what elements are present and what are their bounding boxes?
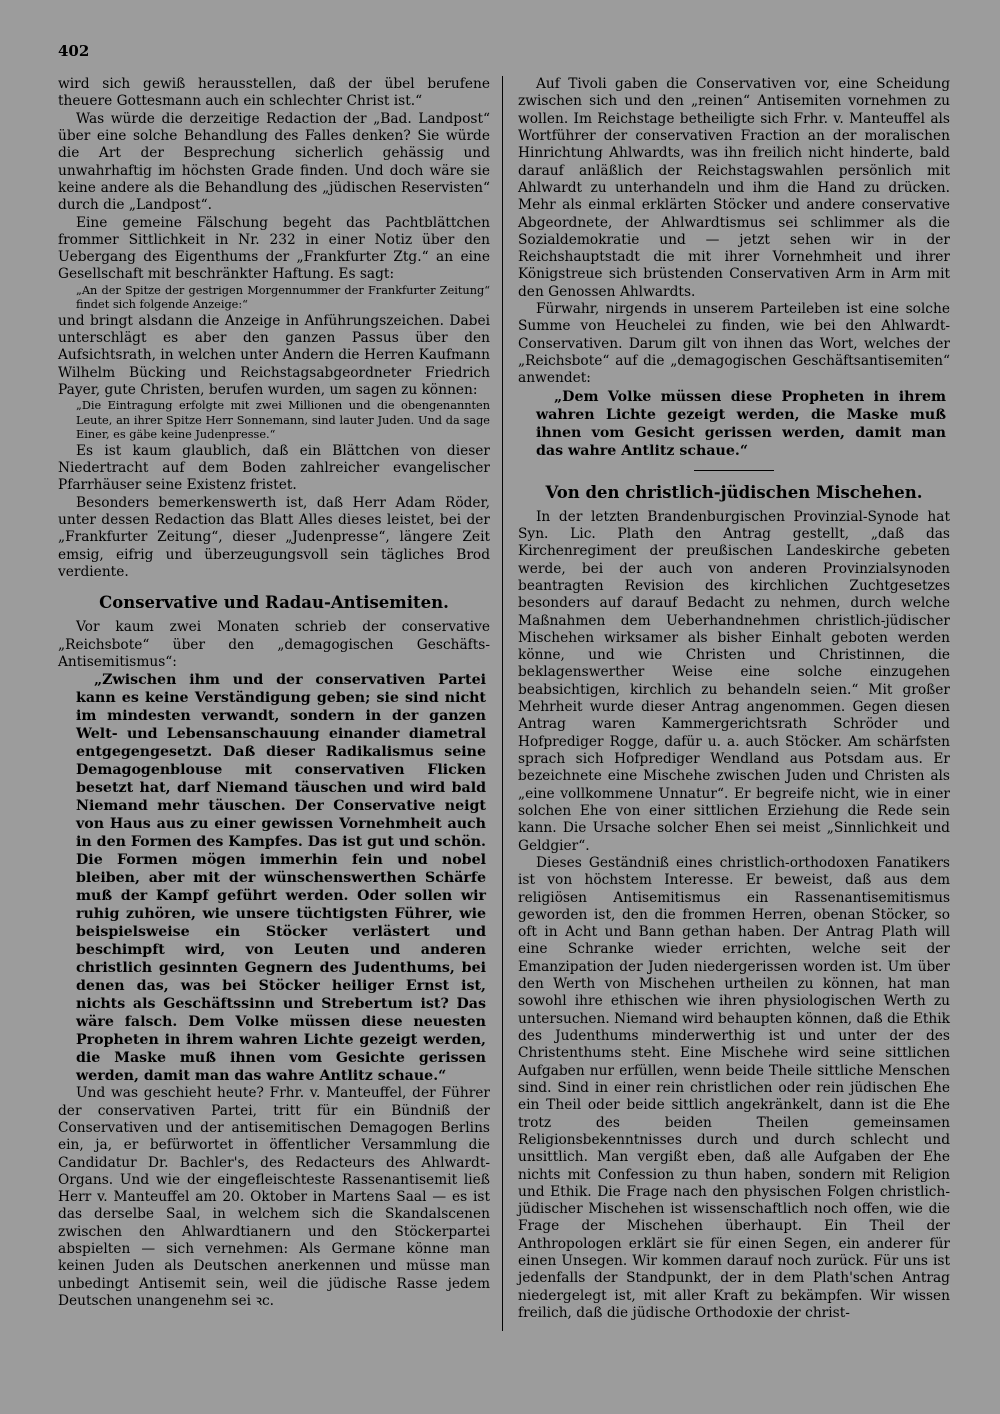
paragraph: Vor kaum zwei Monaten schrieb der conservative „Reichsbote“ über den „demagogischen Geschäfts-Antisemitismus“:: [58, 619, 490, 670]
section-heading: Conservative und Radau-Antisemiten.: [99, 593, 449, 613]
paragraph: Fürwahr, nirgends in unserem Parteileben ist eine solche Summe von Heuchelei zu finden, wie bei den Ahlwardt-Conservativen. Darum gilt von ihnen das Wort, welches der „Reichsbote“ auf die „demagogischen Geschäftsantisemiten“ anwendet:: [518, 301, 950, 387]
paragraph: Was würde die derzeitige Redaction der „Bad. Landpost“ über eine solche Behandlung des Falles denken? Sie würde die Art der Besprechung sicherlich gehässig und unwahrhaftig im höchsten Grade finden. Und doch wäre sie keine andere als die Behandlung des „jüdischen Reservisten“ durch die „Landpost“.: [58, 110, 490, 214]
paragraph: wird sich gewiß herausstellen, daß der übel berufene theuere Gottesmann auch ein schlechter Christ ist.“: [58, 76, 490, 110]
paragraph: Es ist kaum glaublich, daß ein Blättchen von dieser Niedertracht auf dem Boden zahlreicher evangelischer Pfarrhäuser seine Existenz fristet.: [58, 442, 490, 494]
quoted-passage: „An der Spitze der gestrigen Morgennummer der Frankfurter Zeitung“ findet sich folgende Anzeige:“: [76, 283, 490, 312]
section-heading: Von den christlich-jüdischen Mischehen.: [545, 482, 923, 502]
page-number: 402: [58, 42, 90, 60]
quoted-passage-bold: „Zwischen ihm und der conservativen Partei kann es keine Verständigung geben; sie sind nicht im mindesten verwandt, sondern in der ganzen Welt- und Lebensanschauung einander diametral entgegengesetzt. Daß dieser Radikalismus seine Demagogenblouse mit conservativen Flicken besetzt hat, darf Niemand täuschen und wird bald Niemand mehr täuschen. Der Conservative neigt von Haus aus zu einer gewissen Vornehmheit auch in den Formen des Kampfes. Das ist gut und schön. Die Formen mögen immerhin fein und nobel bleiben, aber mit der wünschenswerthen Schärfe muß der Kampf geführt werden. Oder sollen wir ruhig zuhören, wie unsere tüchtigsten Führer, wie beispielsweise ein Stöcker verlästert und beschimpft wird, von Leuten und anderen christlich gesinnten Gegnern des Judenthums, bei denen das, was bei Stöcker heiliger Ernst ist, nichts als Geschäftssinn und Strebertum ist? Das wäre falsch. Dem Volke müssen diese neuesten Propheten in ihrem wahren Lichte gezeigt werden, die Maske muß ihnen vom Gesichte gerissen werden, damit man das wahre Antlitz schaue.“: [76, 672, 486, 1085]
paragraph: In der letzten Brandenburgischen Provinzial-Synode hat Syn. Lic. Plath den Antrag gestellt, „daß das Kirchenregiment der preußischen Landeskirche gebeten werde, bei der auch von anderen Provinzialsynoden beantragten Revision des kirchlichen Zuchtgesetzes besonders auf darauf Bedacht zu nehmen, durch welche Maßnahmen dem Ueberhandnehmen christlich-jüdischer Mischehen wirksamer als bisher Einhalt geboten werden könne, und wie Christen und Christinnen, die beklagenswerther Weise eine solche einzugehen beabsichtigen, kirchlich zu behandeln seien.“ Mit großer Mehrheit wurde dieser Antrag angenommen. Gegen diesen Antrag waren Kammergerichtsrath Schröder und Hofprediger Rogge, dafür u. a. auch Stöcker. Am schärfsten sprach sich Hofprediger Wendland aus Potsdam aus. Er bezeichnete eine Mischehe zwischen Juden und Christen als „eine vollkommene Unnatur“. Er begreife nicht, wie in einer solchen Ehe von einer sittlichen Erziehung die Rede sein kann. Die Ursache solcher Ehen sei meist „Sinnlichkeit und Geldgier“.: [518, 508, 950, 854]
paragraph: Besonders bemerkenswerth ist, daß Herr Adam Röder, unter dessen Redaction das Blatt Alles dieses leistet, bei der „Frankfurter Zeitung“, dieser „Judenpresse“, längere Zeit emsig, eifrig und überzeugungsvoll sein tägliches Brod verdiente.: [58, 494, 490, 580]
column-divider: [502, 76, 503, 1331]
paragraph: und bringt alsdann die Anzeige in Anführungszeichen. Dabei unterschlägt es aber den ganzen Passus über den Aufsichtsrath, in welchen unter Andern die Herren Kaufmann Wilhelm Bücking und Reichstagsabgeordneter Friedrich Payer, gute Christen, berufen wurden, um sagen zu können:: [58, 312, 490, 398]
paragraph: Eine gemeine Fälschung begeht das Pachtblättchen frommer Sittlichkeit in Nr. 232 in einer Notiz über den Uebergang des Eigenthums der „Frankfurter Ztg.“ an eine Gesellschaft mit beschränkter Haftung. Es sagt:: [58, 214, 490, 283]
quoted-passage-bold: „Dem Volke müssen diese Propheten in ihrem wahren Lichte gezeigt werden, die Maske muß ihnen vom Gesicht gerissen werden, damit man das wahre Antlitz schaue.“: [536, 388, 946, 459]
right-column: [518, 76, 950, 1322]
quoted-passage: „Die Eintragung erfolgte mit zwei Millionen und die obengenannten Leute, an ihrer Spitze Herr Sonnemann, sind lauter Juden. Und da sage Einer, es gäbe keine Judenpresse.“: [76, 399, 490, 442]
paragraph: Auf Tivoli gaben die Conservativen vor, eine Scheidung zwischen sich und den „reinen“ Antisemiten vornehmen zu wollen. Im Reichstage betheiligte sich Frhr. v. Manteuffel als Wortführer der conservativen Fraction an der moralischen Hinrichtung Ahlwardts, was ihn freilich nicht hinderte, bald darauf anläßlich der Reichstagswahlen persönlich mit Ahlwardt zu unterhandeln und ihm die Hand zu drücken. Mehr als einmal erklärten Stöcker und andere conservative Abgeordnete, der Ahlwardtismus sei schlimmer als die Sozialdemokratie und — jetzt sehen wir in der Reichshauptstadt die mit ihrer Vornehmheit und ihrer Königstreue sich brüstenden Conservativen Arm in Arm mit den Genossen Ahlwardts.: [518, 76, 950, 300]
paragraph: Dieses Geständniß eines christlich-orthodoxen Fanatikers ist von höchstem Interesse. Er beweist, daß aus dem religiösen Antisemitismus ein Rassenantisemitismus geworden ist, den die frommen Herren, obenan Stöcker, so oft in Acht und Bann gethan haben. Der Antrag Plath will eine Schranke wieder errichten, welche seit der Emanzipation der Juden niedergerissen worden ist. Um über den Werth von Mischehen urtheilen zu können, hat man sowohl ihre ethischen wie ihren physiologischen Werth zu untersuchen. Niemand wird behaupten können, daß die Ethik des Judenthums minderwerthig ist und unter der des Christenthums steht. Eine Mischehe wird seine sittlichen Aufgaben nur erfüllen, wenn beide Theile sittliche Menschen sind. Sind in einer rein christlichen oder rein jüdischen Ehe ein Theil oder beide sittlich angekränkelt, dann ist die Ehe trotz des beiden Theilen gemeinsamen Religionsbekenntnisses durch und durch schlecht und unsittlich. Man vergißt eben, daß alle Aufgaben der Ehe nichts mit Confession zu thun haben, sondern mit Religion und Ethik. Die Frage nach den physischen Folgen christlich-jüdischer Mischehen ist wissenschaftlich noch offen, wie die Frage der Mischehen überhaupt. Ein Theil der Anthropologen erklärt sie für einen Segen, ein anderer für einen Unsegen. Wir kommen darauf noch zurück. Für uns ist jedenfalls der Standpunkt, der in dem Plath'schen Antrag niedergelegt ist, mit aller Kraft zu bekämpfen. Wir wissen freilich, daß die jüdische Orthodoxie der christ-: [518, 854, 950, 1321]
paragraph: Und was geschieht heute? Frhr. v. Manteuffel, der Führer der conservativen Partei, tritt für ein Bündniß der Conservativen und der antisemitischen Demagogen Berlins ein, ja, er befürwortet in öffentlicher Versammlung die Candidatur Dr. Bachler's, des Redacteurs des Ahlwardt-Organs. Und wie der eingefleischteste Rassenantisemit ließ Herr v. Manteuffel am 20. Oktober in Martens Saal — es ist das derselbe Saal, in welchem sich die Skandalscenen zwischen den Ahlwardtianern und den Stöckerpartei abspielten — sich vernehmen: Als Germane könne man keinen Juden als Deutschen anerkennen und müsse man unbedingt Antisemit sein, weil die jüdische Rasse jedem Deutschen unangenehm sei ꝛc.: [58, 1085, 490, 1309]
left-column: [58, 76, 490, 1310]
section-separator: [694, 470, 774, 471]
